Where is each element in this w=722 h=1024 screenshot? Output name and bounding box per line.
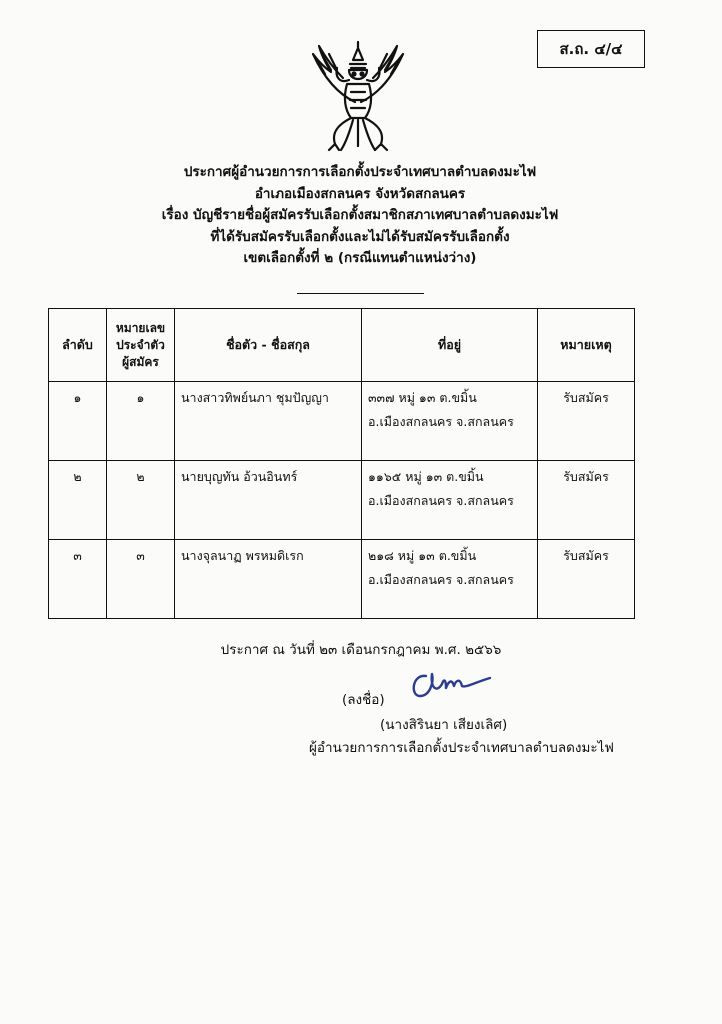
table-row (49, 382, 635, 461)
garuda-emblem-icon (295, 40, 421, 154)
signature-label: (ลงชื่อ) (342, 692, 385, 708)
row-candidate-no: ๒ (107, 461, 175, 540)
signer-name: (นางสิรินยา เสียงเลิศ) (380, 717, 508, 733)
header-title: ประกาศผู้อำนวยการการเลือกตั้งประจำเทศบาลตำบลดงมะไฟ (183, 164, 537, 180)
col-header-name: ชื่อตัว - ชื่อสกุล (175, 309, 362, 382)
table-header-row (49, 309, 635, 382)
header-district: อำเภอเมืองสกลนคร จังหวัดสกลนคร (254, 185, 466, 202)
signer-title: ผู้อำนวยการการเลือกตั้งประจำเทศบาลตำบลดงมะไฟ (309, 740, 614, 756)
form-code-box (537, 30, 645, 68)
row-no: ๑ (49, 382, 107, 461)
header-subject: เรื่อง บัญชีรายชื่อผู้สมัครรับเลือกตั้งสมาชิกสภาเทศบาลตำบลดงมะไฟ (161, 207, 559, 223)
row-note: รับสมัคร (538, 461, 635, 540)
col-header-address: ที่อยู่ (362, 309, 538, 382)
col-header-candidate-no-line3: ผู้สมัคร (122, 354, 159, 369)
row-address-line1: ๓๓๗ หมู่ ๑๓ ต.ขมิ้น (368, 390, 477, 405)
table-row (49, 461, 635, 540)
signature-stroke (414, 674, 490, 696)
row-candidate-no: ๓ (107, 540, 175, 619)
candidate-table (48, 308, 635, 619)
handwritten-signature (404, 666, 494, 706)
row-address-line2: อ.เมืองสกลนคร จ.สกลนคร (368, 414, 514, 429)
form-code: ส.ถ. ๔/๔ (559, 40, 623, 58)
row-note: รับสมัคร (538, 382, 635, 461)
row-no: ๒ (49, 461, 107, 540)
col-header-no: ลำดับ (49, 309, 107, 382)
row-no: ๓ (49, 540, 107, 619)
row-address (362, 382, 538, 461)
announcement-date: ประกาศ ณ วันที่ ๒๓ เดือนกรกฎาคม พ.ศ. ๒๕๖๖ (220, 642, 502, 658)
table-row (49, 540, 635, 619)
row-address-line1: ๒๑๘ หมู่ ๑๓ ต.ขมิ้น (368, 548, 477, 563)
row-address (362, 461, 538, 540)
row-address-line2: อ.เมืองสกลนคร จ.สกลนคร (368, 572, 514, 587)
row-name: นางสาวทิพย์นภา ชุมปัญญา (175, 382, 362, 461)
row-address (362, 540, 538, 619)
col-header-candidate-no-line2: ประจำตัว (116, 337, 165, 352)
col-header-candidate-no (107, 309, 175, 382)
row-candidate-no: ๑ (107, 382, 175, 461)
row-note: รับสมัคร (538, 540, 635, 619)
header-divider (297, 293, 424, 294)
announcement-header (60, 162, 660, 270)
col-header-candidate-no-line1: หมายเลข (115, 320, 166, 335)
header-constituency: เขตเลือกตั้งที่ ๒ (กรณีแทนตำแหน่งว่าง) (243, 250, 477, 266)
row-name: นางจุลนาฏ พรหมดิเรก (175, 540, 362, 619)
header-subject-cont: ที่ได้รับสมัครรับเลือกตั้งและไม่ได้รับสมัครรับเลือกตั้ง (210, 228, 510, 245)
col-header-note: หมายเหตุ (538, 309, 635, 382)
row-address-line1: ๑๑๖๕ หมู่ ๑๓ ต.ขมิ้น (368, 469, 484, 484)
row-address-line2: อ.เมืองสกลนคร จ.สกลนคร (368, 493, 514, 508)
row-name: นายบุญทัน อ้วนอินทร์ (175, 461, 362, 540)
